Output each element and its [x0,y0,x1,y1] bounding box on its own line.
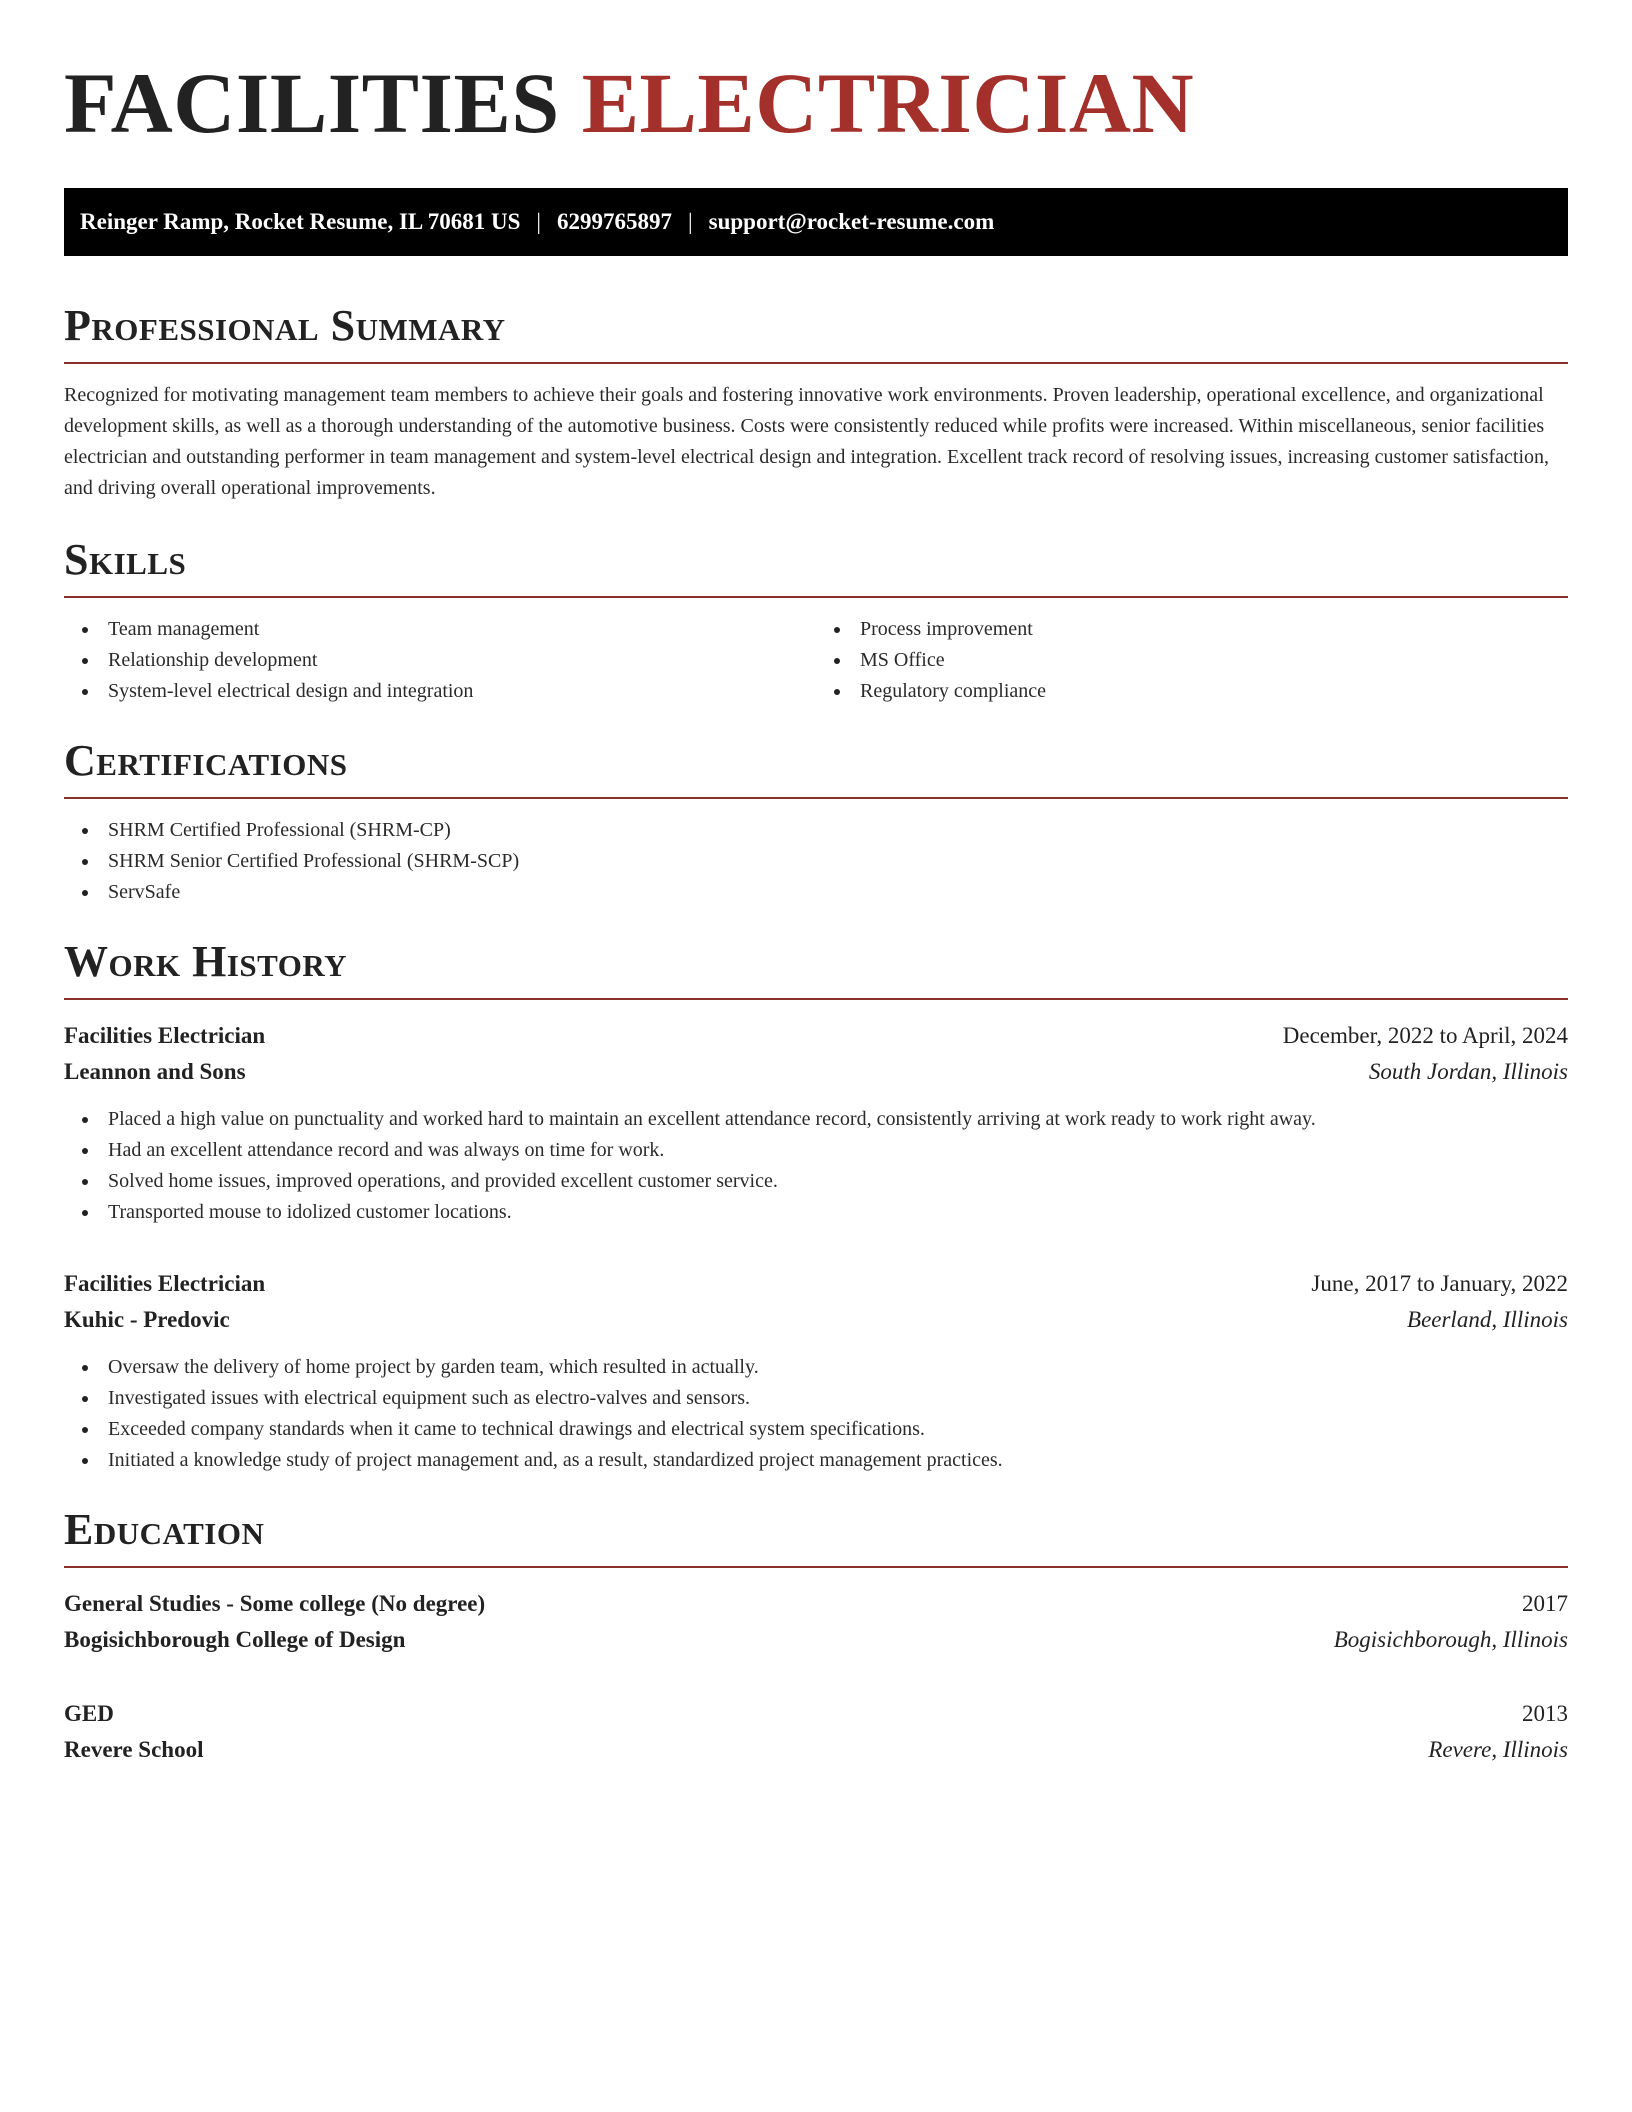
job-location: Beerland, Illinois [1407,1307,1568,1332]
job-bullet: Had an excellent attendance record and was always on time for work. [64,1135,1568,1166]
job-company: Kuhic - Predovic [64,1307,230,1332]
skills-column-left [64,614,816,707]
job-company: Leannon and Sons [64,1059,246,1084]
skill-item: Team management [64,614,816,645]
job-location: South Jordan, Illinois [1368,1059,1568,1084]
education-location: Revere, Illinois [1428,1737,1568,1762]
contact-bar [64,188,1568,256]
section-heading-certifications: Certifications [64,735,1568,799]
certifications-list [64,815,1568,908]
contact-phone: 6299765897 [557,209,673,234]
work-entry-subheader [64,1302,1568,1338]
education-location: Bogisichborough, Illinois [1333,1627,1568,1652]
skill-item: MS Office [816,645,1568,676]
job-dates: December, 2022 to April, 2024 [1282,1023,1568,1048]
work-entry-header [64,1018,1568,1054]
education-entry-subheader [64,1732,1568,1768]
contact-email: support@rocket-resume.com [708,209,995,234]
skill-item: Regulatory compliance [816,676,1568,707]
job-bullet: Exceeded company standards when it came to technical drawings and electrical system specifications. [64,1414,1568,1445]
work-entry [64,1018,1568,1228]
title-second-word: ELECTRICIAN [581,55,1195,151]
work-entry [64,1266,1568,1476]
education-entry [64,1586,1568,1658]
job-bullet: Solved home issues, improved operations, and provided excellent customer service. [64,1166,1568,1197]
resume-title [64,0,1568,151]
job-title: Facilities Electrician [64,1271,266,1296]
section-heading-education: Education [64,1504,1568,1568]
education-entry-header [64,1586,1568,1622]
work-entry-subheader [64,1054,1568,1090]
certification-item: SHRM Certified Professional (SHRM-CP) [64,815,1568,846]
contact-address: Reinger Ramp, Rocket Resume, IL 70681 US [80,209,521,234]
skills-list [64,614,1568,707]
education-year: 2017 [1522,1591,1568,1616]
education-entry-subheader [64,1622,1568,1658]
education-school: Revere School [64,1737,204,1762]
title-first-word: FACILITIES [64,55,560,151]
education-year: 2013 [1522,1701,1568,1726]
job-bullet: Initiated a knowledge study of project management and, as a result, standardized project management practices. [64,1445,1568,1476]
job-bullet: Placed a high value on punctuality and worked hard to maintain an excellent attendance record, consistently arriving at work ready to work right away. [64,1104,1568,1135]
job-bullet: Transported mouse to idolized customer locations. [64,1197,1568,1228]
section-heading-work-history: Work History [64,936,1568,1000]
section-heading-summary: Professional Summary [64,300,1568,364]
job-dates: June, 2017 to January, 2022 [1311,1271,1568,1296]
certification-item: SHRM Senior Certified Professional (SHRM-SCP) [64,846,1568,877]
education-entry [64,1696,1568,1768]
education-degree: General Studies - Some college (No degree) [64,1591,486,1616]
skill-item: Process improvement [816,614,1568,645]
skills-column-right [816,614,1568,707]
education-entry-header [64,1696,1568,1732]
section-heading-skills: Skills [64,534,1568,598]
summary-paragraph: Recognized for motivating management team members to achieve their goals and fostering innovative work environments. Proven leadership, operational excellence, and organizational development skills, as well as a thorough understanding of the automotive business. Costs were consistently reduced while profits were increased. Within miscellaneous, senior facilities electrician and outstanding performer in team management and system-level electrical design and integration. Excellent track record of resolving issues, increasing customer satisfaction, and driving overall operational improvements. [64,384,1550,499]
contact-separator: | [688,209,693,234]
job-title: Facilities Electrician [64,1023,266,1048]
contact-separator: | [536,209,542,234]
job-bullet: Investigated issues with electrical equipment such as electro-valves and sensors. [64,1383,1568,1414]
certification-item: ServSafe [64,877,1568,908]
skill-item: Relationship development [64,645,816,676]
job-bullets [64,1352,1568,1476]
skill-item: System-level electrical design and integration [64,676,816,707]
work-entry-header [64,1266,1568,1302]
job-bullets [64,1104,1568,1228]
education-degree: GED [64,1701,114,1726]
education-school: Bogisichborough College of Design [64,1627,406,1652]
job-bullet: Oversaw the delivery of home project by garden team, which resulted in actually. [64,1352,1568,1383]
